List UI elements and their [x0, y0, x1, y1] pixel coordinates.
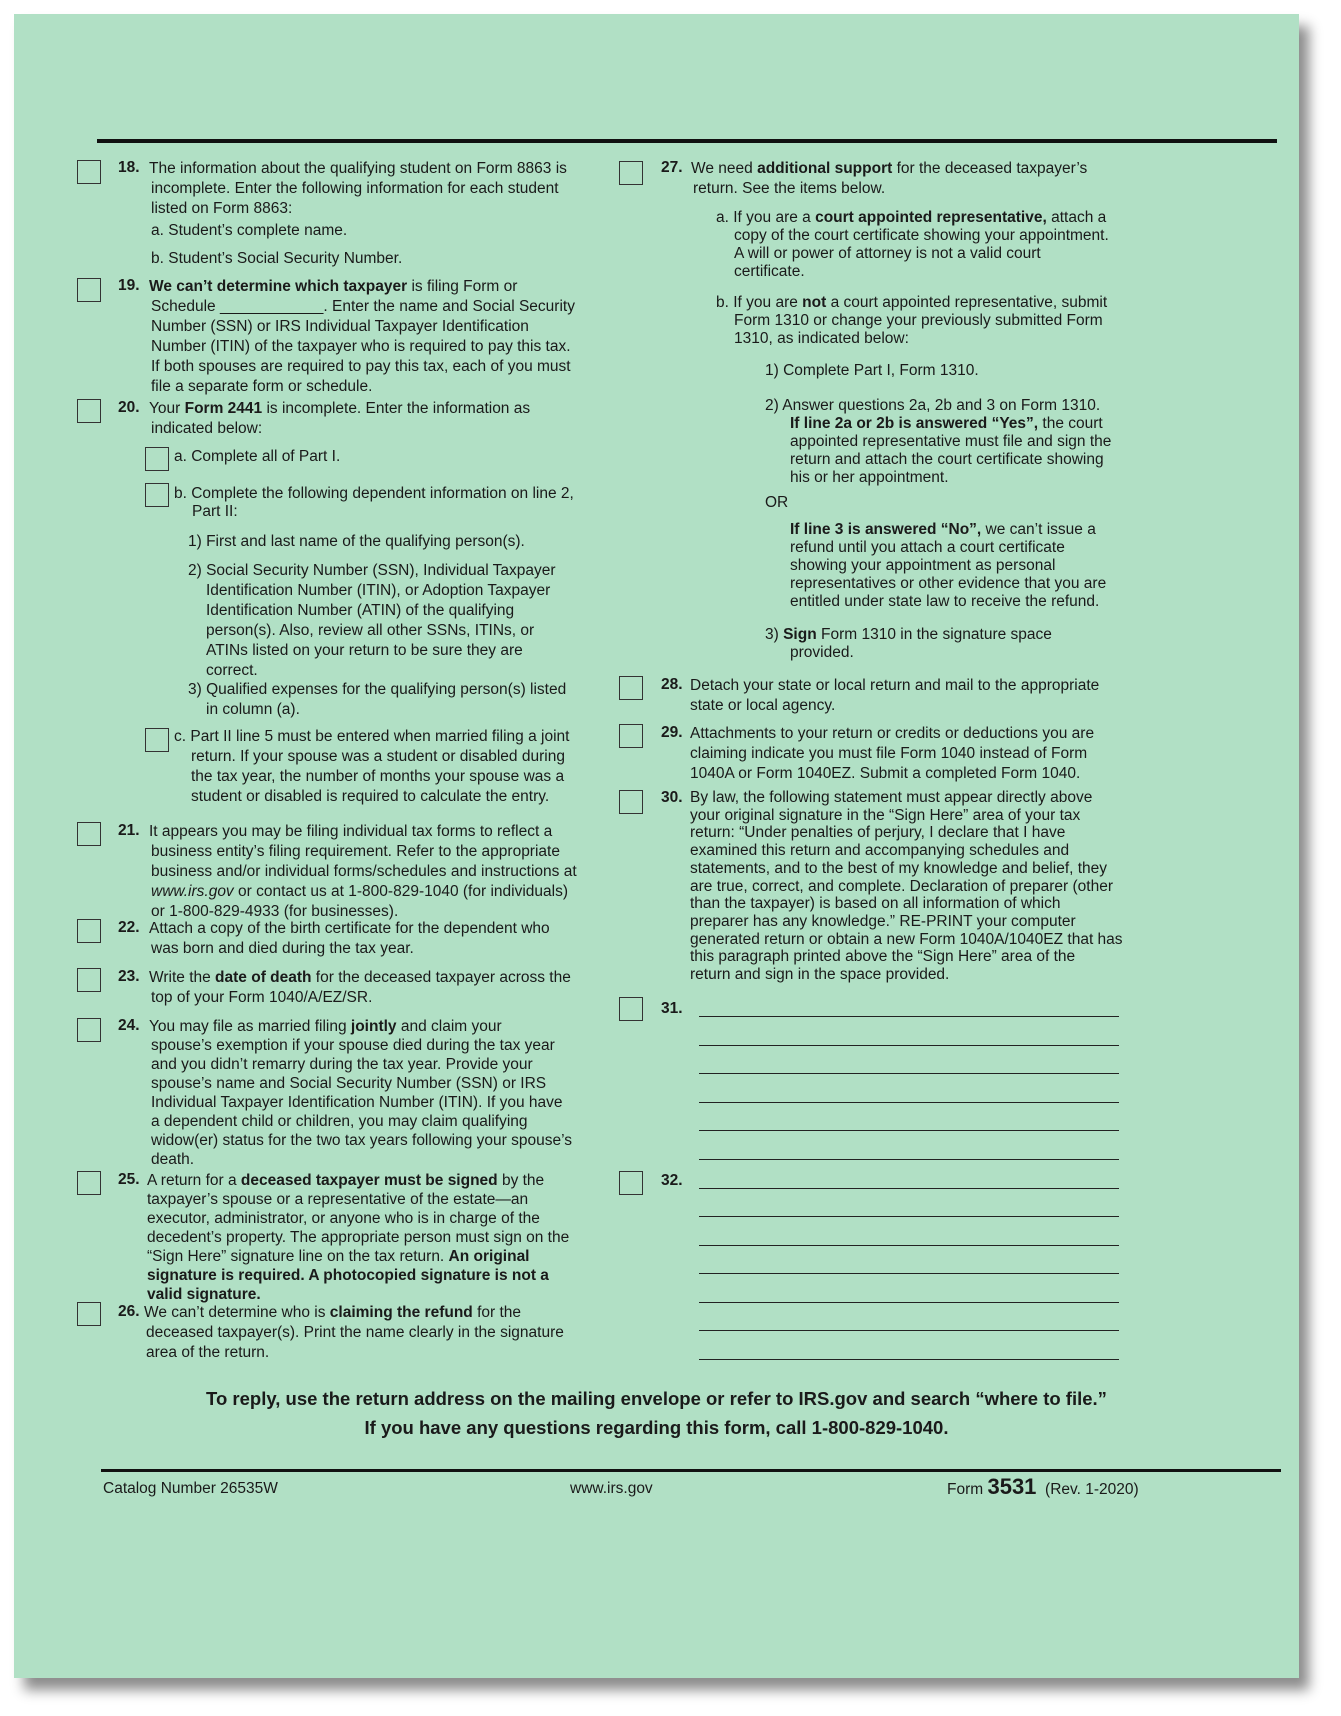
item-30-text: By law, the following statement must appear directly above your original signature in the “Sign Here” area of your tax return: “Under penalties of perjury, I declare that I have examined this return and accompanying schedules and statements, and to the best of my knowledge and belief, they are true, correct, and complete. Declaration of preparer (other than the taxpayer) is based on all information of which preparer has any knowledge.” RE-PRINT your computer generated return or obtain a new Form 1040A/1040EZ that has this paragraph printed above the “Sign Here” area of the return and sign in the space provided. — [690, 789, 1123, 984]
checkbox-25[interactable] — [77, 1171, 101, 1195]
checkbox-32[interactable] — [619, 1171, 643, 1195]
write-line[interactable] — [699, 1302, 1119, 1303]
item-20b-3: 3) Qualified expenses for the qualifying person(s) listed in column (a). — [188, 681, 567, 718]
item-number: 20. — [118, 399, 140, 416]
item-24-text: You may file as married filing jointly and claim your spouse’s exemption if your spouse died during the tax year and you didn’t remarry during the tax year. Provide your spouse’s name and Social Security Number (SSN) or IRS Individual Taxpayer Identification Number (ITIN). If you have a dependent child or children, you may claim qualifying widow(er) status for the two tax years following your spouse’s death. — [149, 1018, 572, 1168]
checkbox-22[interactable] — [77, 919, 101, 943]
write-line[interactable] — [699, 1016, 1119, 1017]
item-26-text: We can’t determine who is claiming the refund for the deceased taxpayer(s). Print the name clearly in the signature area of the return. — [144, 1304, 564, 1361]
item-20b-2: 2) Social Security Number (SSN), Individual Taxpayer Identification Number (ITIN), or Adoption Taxpayer Identification Number (ATIN) of the qualifying person(s). Also, review all other SSNs, ITINs, or ATINs listed on your return to be sure they are correct. — [188, 562, 556, 679]
checkbox-21[interactable] — [77, 822, 101, 846]
checkbox-30[interactable] — [619, 790, 643, 814]
item-23-text: Write the date of death for the deceased taxpayer across the top of your Form 1040/A/EZ/SR. — [149, 969, 571, 1006]
write-line[interactable] — [699, 1245, 1119, 1246]
item-number: 21. — [118, 822, 140, 839]
checkbox-20a[interactable] — [145, 447, 169, 471]
irs-link[interactable]: www.irs.gov — [151, 883, 234, 900]
checkbox-20c[interactable] — [145, 728, 169, 752]
checkbox-24[interactable] — [77, 1018, 101, 1042]
write-line[interactable] — [699, 1159, 1119, 1160]
catalog-number: Catalog Number 26535W — [103, 1480, 278, 1497]
item-27b-1: 1) Complete Part I, Form 1310. — [765, 362, 979, 379]
item-18-text: The information about the qualifying student on Form 8863 is incomplete. Enter the following information for each student listed on Form 8863: — [149, 160, 567, 217]
item-20b-1: 1) First and last name of the qualifying person(s). — [188, 533, 525, 550]
checkbox-20b[interactable] — [145, 483, 169, 507]
item-27a: a. If you are a court appointed representative, attach a copy of the court certificate showing your appointment. A will or power of attorney is not a valid court certificate. — [716, 209, 1109, 280]
checkbox-19[interactable] — [77, 278, 101, 302]
item-20-text: Your Form 2441 is incomplete. Enter the information as indicated below: — [149, 400, 531, 437]
write-line[interactable] — [699, 1188, 1119, 1189]
checkbox-31[interactable] — [619, 997, 643, 1021]
item-number: 22. — [118, 919, 140, 936]
item-number: 32. — [661, 1172, 683, 1189]
item-20a: a. Complete all of Part I. — [174, 448, 341, 465]
item-27-or: OR — [765, 494, 789, 511]
item-number: 30. — [661, 789, 683, 806]
write-line[interactable] — [699, 1130, 1119, 1131]
item-number: 19. — [118, 277, 140, 294]
item-22-text: Attach a copy of the birth certificate for the dependent who was born and died during the tax year. — [149, 920, 550, 957]
bottom-rule — [101, 1469, 1281, 1472]
item-21-text: It appears you may be filing individual tax forms to reflect a business entity’s filing requirement. Refer to the appropriate business and/or individual forms/schedules and instructions at www.irs.gov or contact us at 1-800-829-1040 (for individuals) or 1-800-829-4933 (for businesses). — [149, 823, 577, 920]
write-line[interactable] — [699, 1273, 1119, 1274]
item-number: 26. — [118, 1303, 140, 1320]
write-line[interactable] — [699, 1102, 1119, 1103]
form-sheet — [14, 14, 1299, 1678]
item-28-text: Detach your state or local return and mail to the appropriate state or local agency. — [690, 677, 1100, 714]
item-20b: b. Complete the following dependent information on line 2, Part II: — [174, 485, 574, 520]
item-27b-4: 3) Sign Form 1310 in the signature space provided. — [765, 626, 1052, 661]
item-number: 24. — [118, 1017, 140, 1034]
item-number: 25. — [118, 1171, 140, 1188]
write-line[interactable] — [699, 1330, 1119, 1331]
item-18a: a. Student’s complete name. — [151, 222, 348, 239]
checkbox-27[interactable] — [619, 161, 643, 185]
item-number: 23. — [118, 968, 140, 985]
item-number: 29. — [661, 724, 683, 741]
item-29-text: Attachments to your return or credits or deductions you are claiming indicate you must file Form 1040 instead of Form 1040A or Form 1040EZ. Submit a completed Form 1040. — [690, 725, 1095, 782]
reply-instructions: To reply, use the return address on the mailing envelope or refer to IRS.gov and search “where to file.” — [206, 1388, 1107, 1409]
top-rule — [97, 139, 1277, 143]
item-18b: b. Student’s Social Security Number. — [151, 250, 403, 267]
write-line[interactable] — [699, 1359, 1119, 1360]
item-number: 27. — [661, 159, 683, 176]
item-27-text: We need additional support for the deceased taxpayer’s return. See the items below. — [691, 160, 1088, 197]
write-line[interactable] — [699, 1045, 1119, 1046]
item-27b: b. If you are not a court appointed representative, submit Form 1310 or change your previously submitted Form 1310, as indicated below: — [716, 294, 1108, 347]
item-number: 28. — [661, 676, 683, 693]
item-number: 31. — [661, 1000, 683, 1017]
checkbox-29[interactable] — [619, 724, 643, 748]
checkbox-26[interactable] — [77, 1302, 101, 1326]
item-number: 18. — [118, 159, 140, 176]
write-line[interactable] — [699, 1216, 1119, 1217]
checkbox-23[interactable] — [77, 968, 101, 992]
checkbox-18[interactable] — [77, 160, 101, 184]
item-19-text: We can’t determine which taxpayer is filing Form or Schedule ____________. Enter the name and Social Security Number (SSN) or IRS Individual Taxpayer Identification Number (ITIN) of the taxpayer who is required to pay this tax. If both spouses are required to pay this tax, each of you must file a separate form or schedule. — [149, 278, 575, 395]
item-20c: c. Part II line 5 must be entered when married filing a joint return. If your spouse was a student or disabled during the tax year, the number of months your spouse was a student or disabled is required to calculate the entry. — [174, 728, 570, 805]
checkbox-20[interactable] — [77, 399, 101, 423]
irs-website[interactable]: www.irs.gov — [570, 1480, 653, 1497]
form-id: Form 3531 (Rev. 1-2020) — [947, 1474, 1139, 1499]
questions-phone: If you have any questions regarding this form, call 1-800-829-1040. — [364, 1417, 949, 1438]
checkbox-28[interactable] — [619, 676, 643, 700]
write-line[interactable] — [699, 1073, 1119, 1074]
item-27b-3: If line 3 is answered “No”, we can’t issue a refund until you attach a court certificate showing your appointment as personal representatives or other evidence that you are entitled under state law to receive the refund. — [790, 521, 1107, 610]
item-27b-2: 2) Answer questions 2a, 2b and 3 on Form 1310. If line 2a or 2b is answered “Yes”, the court appointed representative must file and sign the return and attach the court certificate showing his or her appointment. — [765, 397, 1112, 486]
item-25-text: A return for a deceased taxpayer must be signed by the taxpayer’s spouse or a representative of the estate—an executor, administrator, or anyone who is in charge of the decedent’s property. The appropriate person must sign on the “Sign Here” signature line on the tax return. An original signature is required. A photocopied signature is not a valid signature. — [147, 1172, 570, 1303]
